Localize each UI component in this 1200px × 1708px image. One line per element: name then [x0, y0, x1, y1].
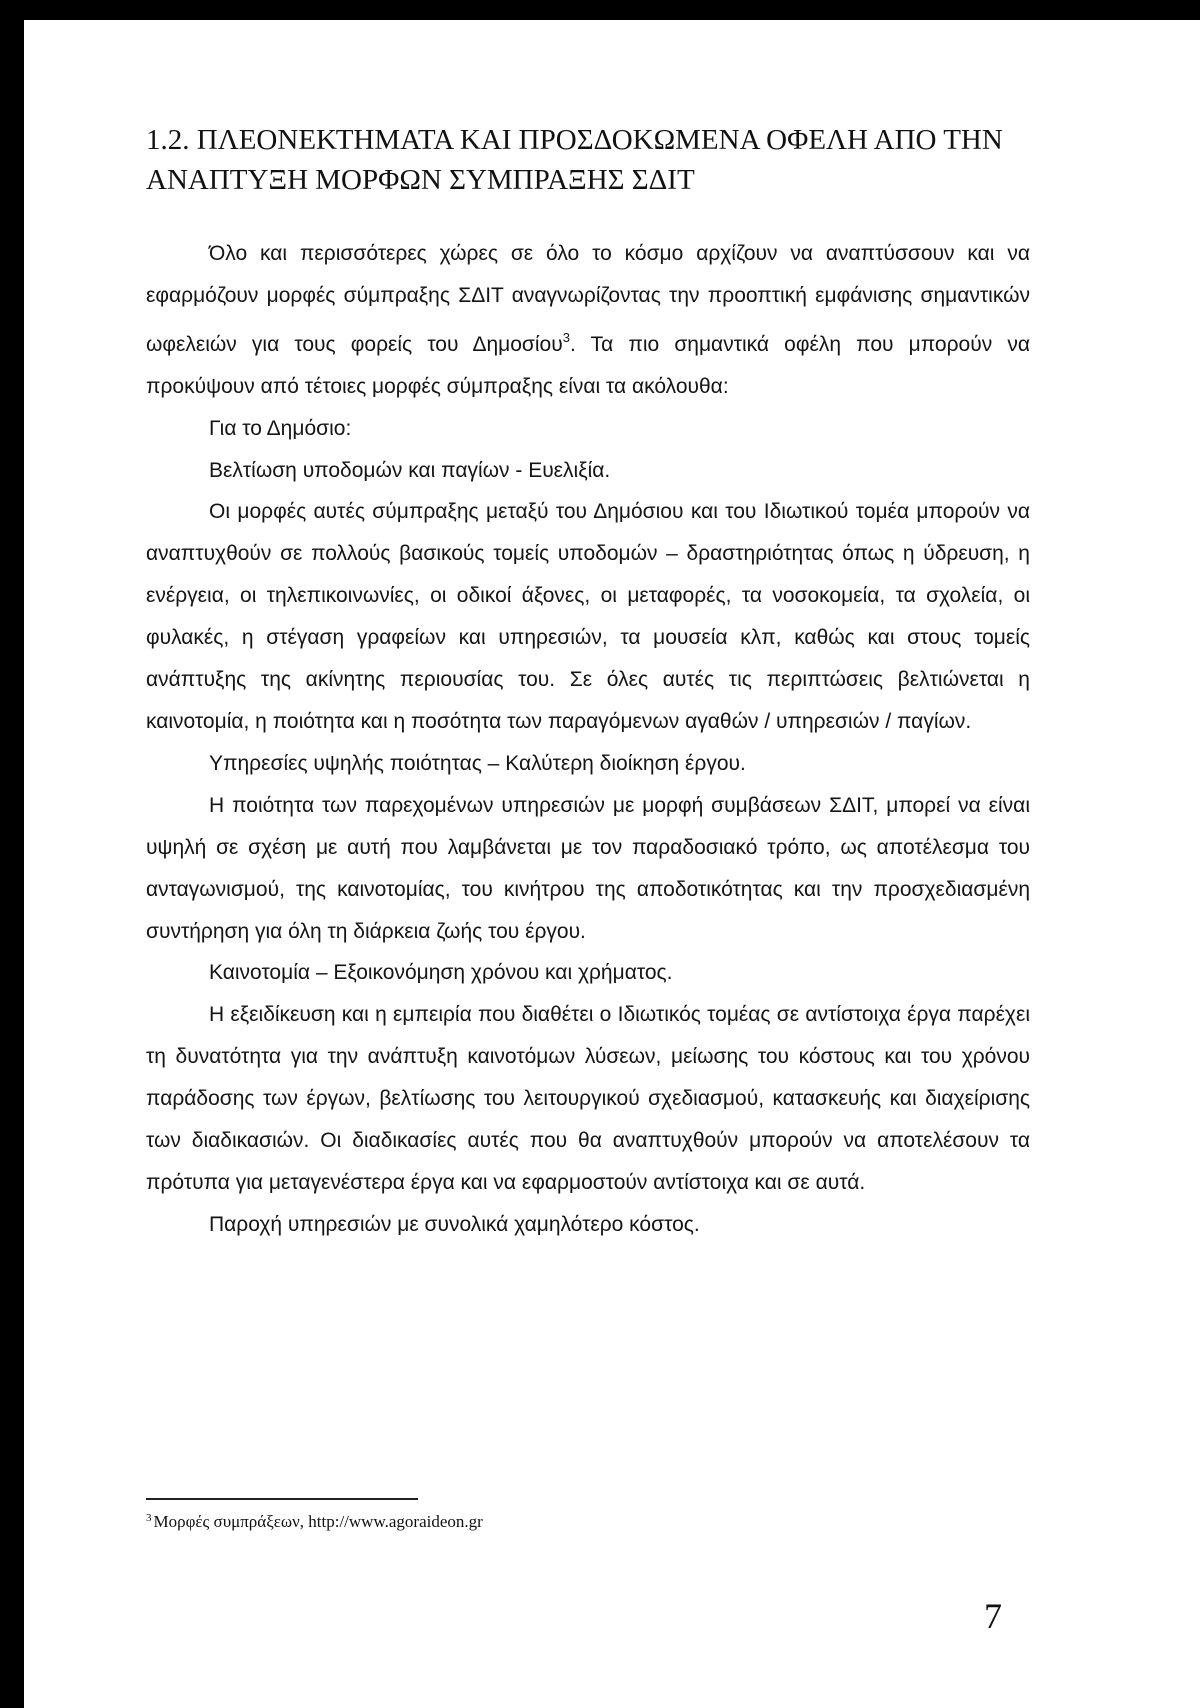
footnote: [146, 1512, 746, 1532]
subheading-quality-services: Υπηρεσίες υψηλής ποιότητας – Καλύτερη διοίκηση έργου.: [209, 751, 746, 775]
intro-text-start: Όλο και περισσότερες χώρες σε όλο το κόσμο αρχίζουν να αναπτύσσουν και να εφαρμόζουν μορφές σύμπραξης ΣΔΙΤ αναγνωρίζοντας την προοπτική εμφάνισης σημαντικών ωφελειών για τους φορείς του Δημοσίου: [146, 242, 1030, 356]
footnote-text: Μορφές συμπράξεων, http://www.agoraideon.gr: [153, 1512, 483, 1531]
paragraph-infrastructure: Οι μορφές αυτές σύμπραξης μεταξύ του Δημόσιου και του Ιδιωτικού τομέα μπορούν να αναπτυχθούν σε πολλούς βασικούς τομείς υποδομών – δραστηριότητας όπως η ύδρευση, η ενέργεια, οι τηλεπικοινωνίες, οι οδικοί άξονες, οι μεταφορές, τα νοσοκομεία, τα σχολεία, οι φυλακές, η στέγαση γραφείων και υπηρεσιών, τα μουσεία κλπ, καθώς και στους τομείς ανάπτυξης της ακίνητης περιουσίας του. Σε όλες αυτές τις περιπτώσεις βελτιώνεται η καινοτομία, η ποιότητα και η ποσότητα των παραγόμενων αγαθών / υπηρεσιών / παγίων.: [146, 500, 1030, 733]
footnote-divider: [146, 1498, 418, 1500]
footnote-number: 3: [146, 1512, 152, 1524]
footnote-reference: 3: [562, 329, 570, 345]
page-number: 7: [984, 1596, 1002, 1636]
intro-text-end: . Τα πιο σημαντικά οφέλη που μπορούν να προκύψουν από τέτοιες μορφές σύμπραξης είναι τα ακόλουθα:: [146, 332, 1030, 398]
heading-line-2: ΑΝΑΠΤΥΞΗ ΜΟΡΦΩΝ ΣΥΜΠΡΑΞΗΣ ΣΔΙΤ: [146, 164, 695, 196]
subheading-innovation: Καινοτομία – Εξοικονόμηση χρόνου και χρήματος.: [209, 961, 673, 985]
paragraph-quality-services: Η ποιότητα των παρεχομένων υπηρεσιών με μορφή συμβάσεων ΣΔΙΤ, μπορεί να είναι υψηλή σε σχέση με αυτή που λαμβάνεται με τον παραδοσιακό τρόπο, ως αποτέλεσμα του ανταγωνισμού, της καινοτομίας, του κινήτρου της αποδοτικότητας και την προσχεδιασμένη συντήρηση για όλη τη διάρκεια ζωής του έργου.: [146, 793, 1030, 943]
subheading-infrastructure: Βελτίωση υποδομών και παγίων - Ευελιξία.: [209, 458, 611, 482]
section-heading: [146, 120, 1046, 200]
footnote-area: [146, 1498, 746, 1532]
intro-paragraph: [146, 233, 1030, 408]
document-page: [24, 20, 1200, 1708]
subheading-lower-cost: Παροχή υπηρεσιών με συνολικά χαμηλότερο κόστος.: [209, 1212, 700, 1236]
for-public-label: Για το Δημόσιο:: [209, 416, 352, 440]
heading-line-1: 1.2. ΠΛΕΟΝΕΚΤΗΜΑΤΑ ΚΑΙ ΠΡΟΣΔΟΚΩΜΕΝΑ ΟΦΕΛΗ ΑΠΟ ΤΗΝ: [146, 124, 1003, 156]
body-text: [146, 233, 1030, 1246]
paragraph-innovation: Η εξειδίκευση και η εμπειρία που διαθέτει ο Ιδιωτικός τομέας σε αντίστοιχα έργα παρέχει τη δυνατότητα για την ανάπτυξη καινοτόμων λύσεων, μείωσης του κόστους και του χρόνου παράδοσης των έργων, βελτίωσης του λειτουργικού σχεδιασμού, κατασκευής και διαχείρισης των διαδικασιών. Οι διαδικασίες αυτές που θα αναπτυχθούν μπορούν να αποτελέσουν τα πρότυπα για μεταγενέστερα έργα και να εφαρμοστούν αντίστοιχα και σε αυτά.: [146, 1003, 1030, 1194]
